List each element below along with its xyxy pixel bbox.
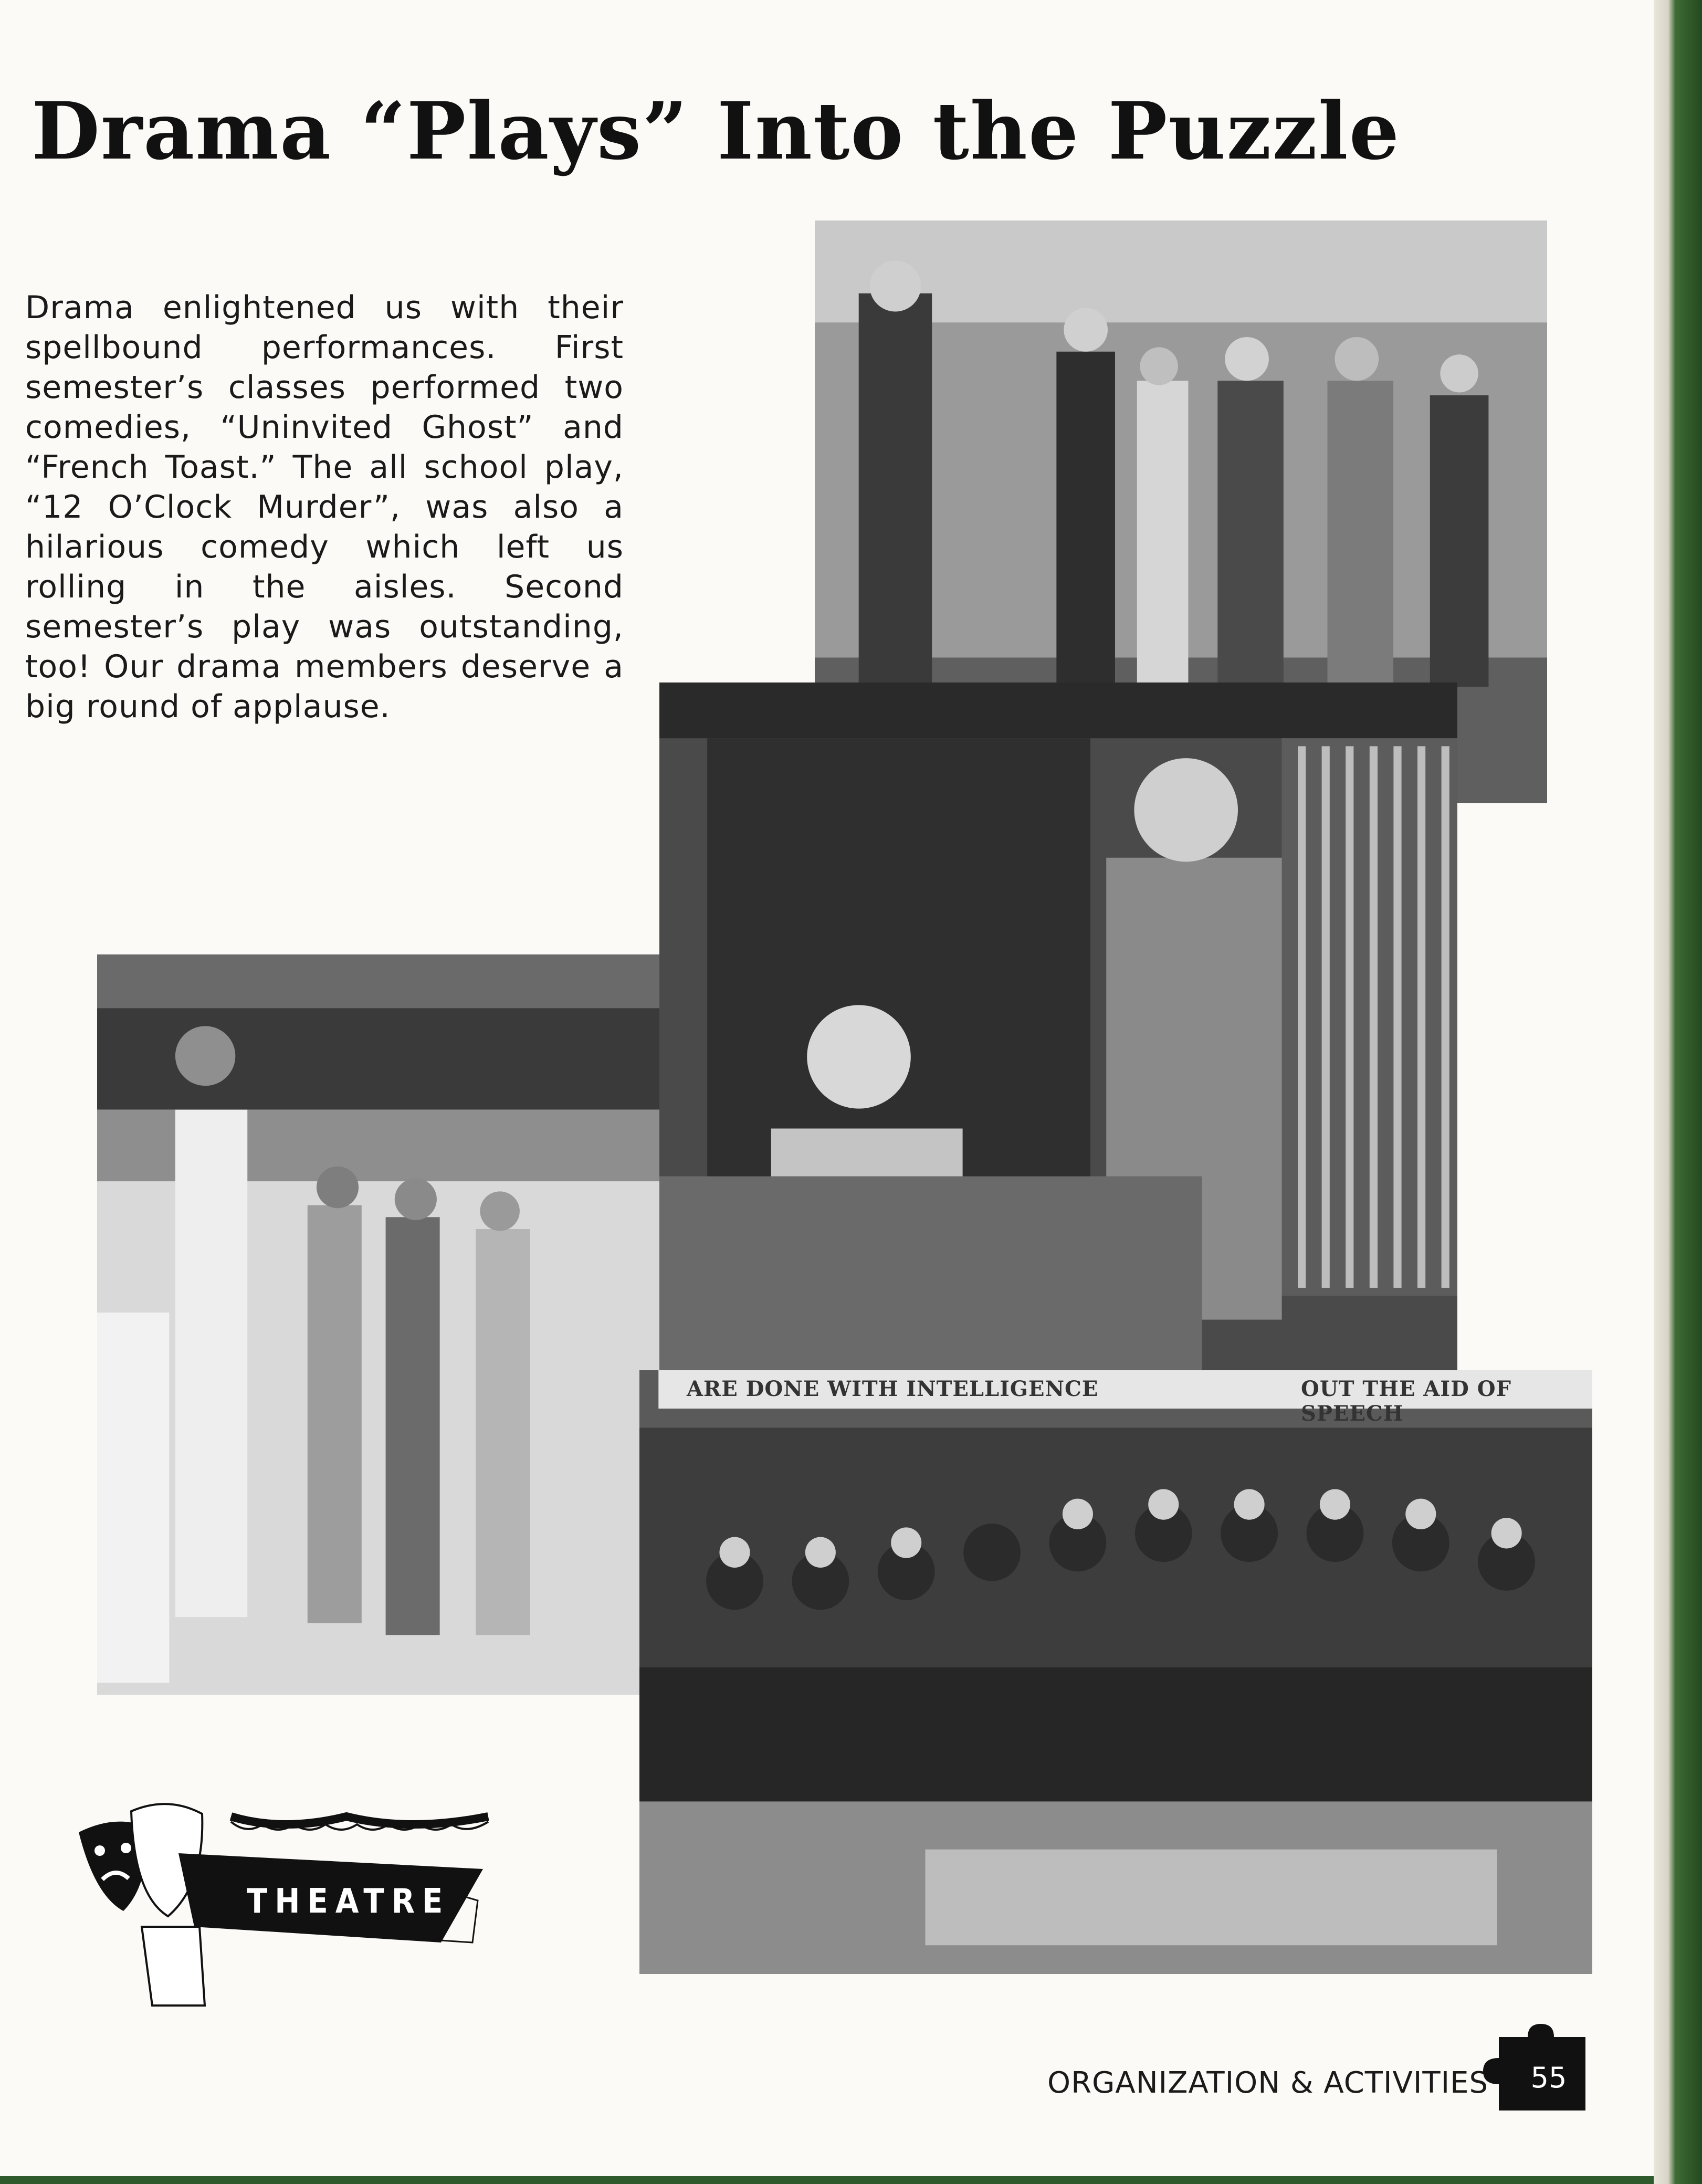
book-binding-edge <box>1654 0 1702 2184</box>
page-number: 55 <box>1530 2061 1567 2094</box>
theatre-label: THEATRE <box>247 1882 450 1921</box>
photo-stage-rehearsal <box>97 954 698 1695</box>
footer-section-label: ORGANIZATION & ACTIVITIES <box>1047 2066 1489 2100</box>
intro-paragraph: Drama enlightened us with their spellbound performances. First semester’s classes performed two comedies, “Uninvited Ghost” and “French Toast.” The all school play, “12 O’Clock Murder”, was also a hilarious comedy which left us rolling in the aisles. Second semester’s play was outstanding, too! Our drama members deserve a big round of applause. <box>25 289 624 725</box>
banner-right-text: OUT THE AID OF SPEECH <box>1301 1377 1511 1426</box>
page-title: Drama “Plays” Into the Puzzle <box>31 85 1401 177</box>
photo-fortune-teller-scene <box>659 682 1457 1383</box>
banner-left-text: ARE DONE WITH INTELLIGENCE <box>687 1377 1099 1401</box>
photo-drama-club-group <box>639 1370 1592 1974</box>
